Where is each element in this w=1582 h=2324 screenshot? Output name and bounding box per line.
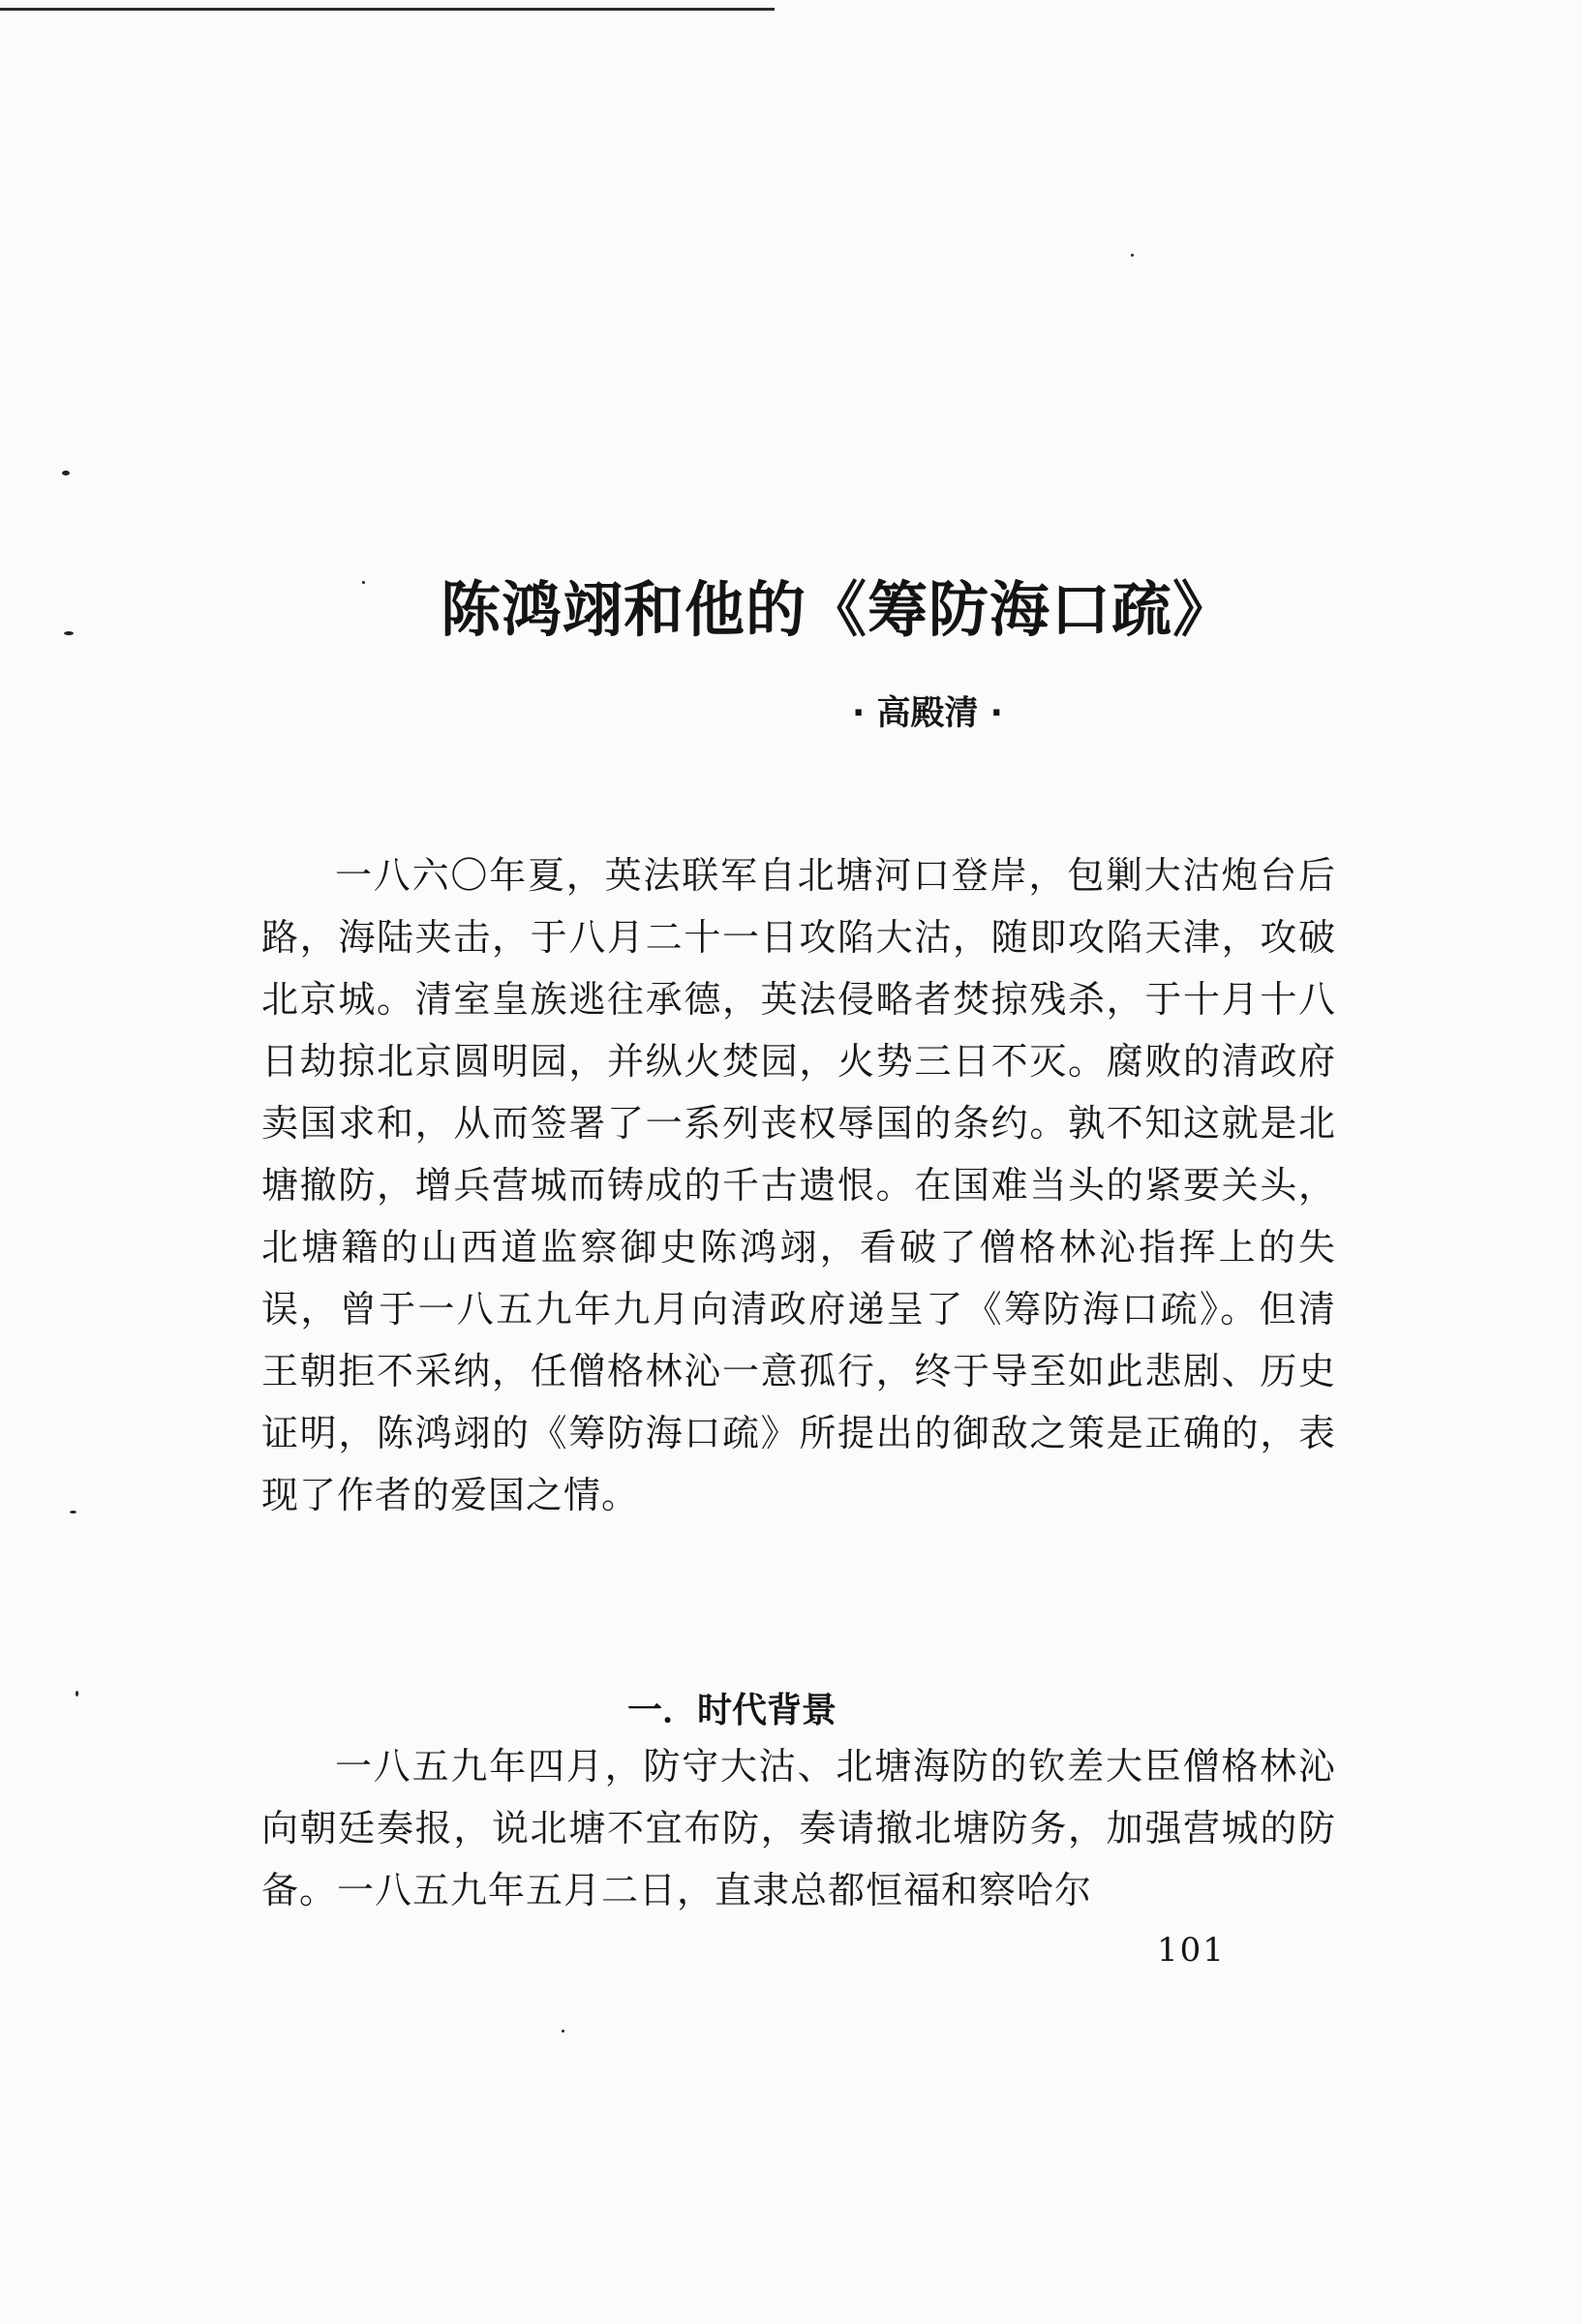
top-edge-rule [0,8,775,11]
body-paragraph-1: 一八六〇年夏，英法联军自北塘河口登岸，包剿大沽炮台后路，海陆夹击，于八月二十一日攻陷大沽，随即攻陷天津，攻破北京城。清室皇族逃往承德，英法侵略者焚掠残杀，于十月十八日劫掠北京圆明园，并纵火焚园，火势三日不灭。腐败的清政府卖国求和，从而签署了一系列丧权辱国的条约。孰不知这就是北塘撤防，增兵营城而铸成的千古遗恨。在国难当头的紧要关头，北塘籍的山西道监察御史陈鸿翊，看破了僧格林沁指挥上的失误，曾于一八五九年九月向清政府递呈了《筹防海口疏》。但清王朝拒不采纳，任僧格林沁一意孤行，终于导至如此悲剧、历史证明，陈鸿翊的《筹防海口疏》所提出的御敌之策是正确的，表现了作者的爱国之情。 [261,854,1336,1516]
scan-speck [70,1511,76,1514]
scan-speck [362,581,365,584]
article-title: 陈鸿翊和他的《筹防海口疏》 [441,573,1234,645]
article-author: · 高殿清 · [852,694,1003,733]
scan-speck [64,631,74,635]
section-heading: 一．时代背景 [627,1690,837,1730]
scan-speck [562,2030,564,2033]
scan-speck [1131,254,1134,257]
scan-speck [76,1691,78,1697]
scan-speck [62,471,70,475]
body-paragraph-2: 一八五九年四月，防守大沽、北塘海防的钦差大臣僧格林沁向朝廷奏报，说北塘不宜布防，奏请撤北塘防务，加强营城的防备。一八五九年五月二日，直隶总都恒福和察哈尔 [261,1745,1336,1911]
page-number: 101 [1157,1931,1226,1970]
